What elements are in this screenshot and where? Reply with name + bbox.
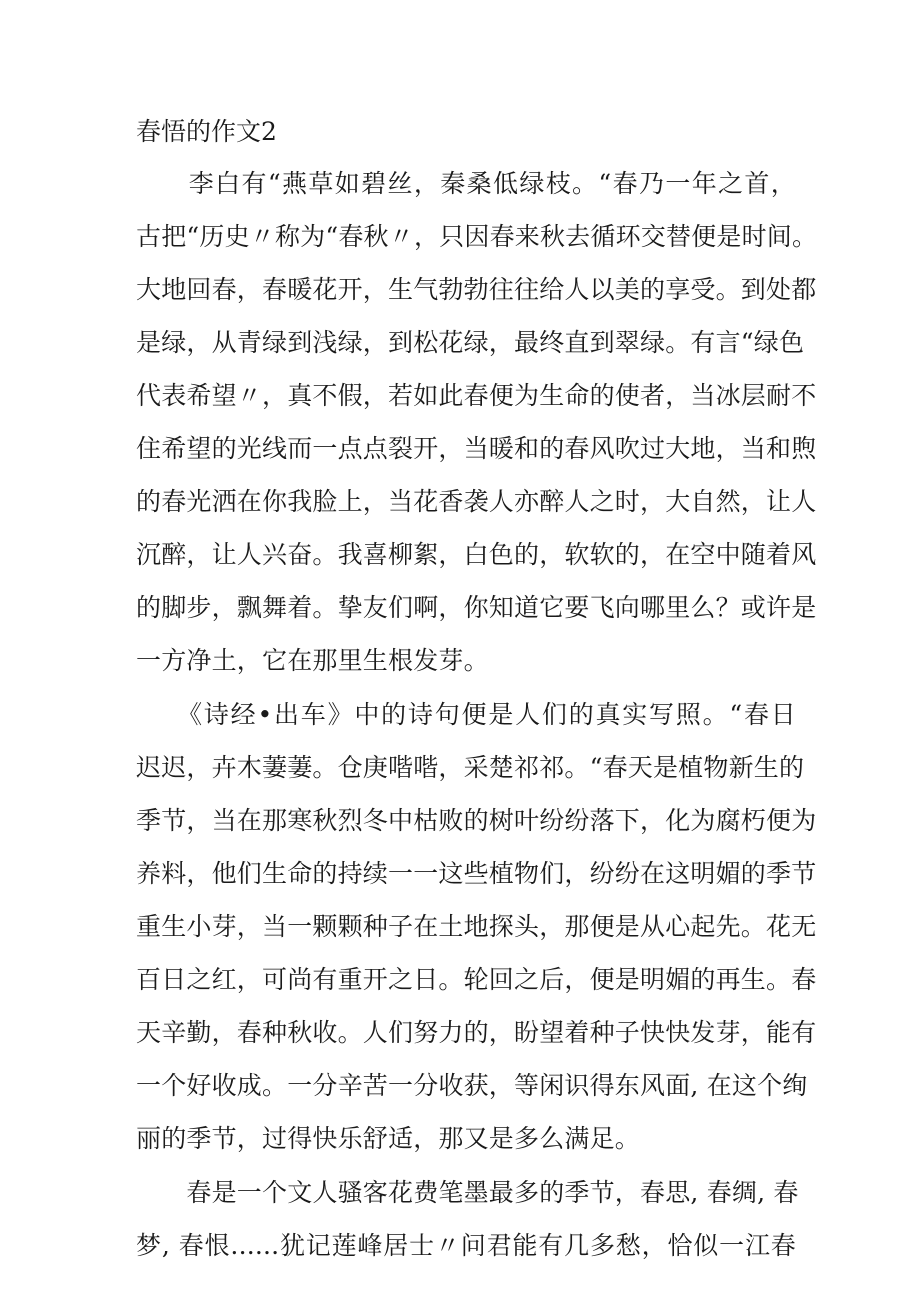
paragraph-1-line-5: 代表希望〃，真不假，若如此春便为生命的使者，当冰层耐不: [136, 381, 817, 410]
paragraph-2-line-6: 百日之红，可尚有重开之日。轮回之后，便是明媚的再生。春: [136, 965, 817, 994]
paragraph-2-line-3: 季节，当在那寒秋烈冬中枯败的树叶纷纷落下，化为腐朽便为: [136, 806, 817, 835]
paragraph-2-line-7: 天辛勤，春种秋收。人们努力的，盼望着种子快快发芽，能有: [136, 1018, 817, 1047]
paragraph-1-line-3: 大地回春，春暖花开，生气勃勃往往给人以美的享受。到处都: [136, 275, 817, 304]
paragraph-1-line-7: 的春光洒在你我脸上，当花香袭人亦醉人之时，大自然，让人: [136, 487, 817, 516]
paragraph-2-line-5: 重生小芽，当一颗颗种子在土地探头，那便是从心起先。花无: [136, 912, 817, 941]
paragraph-2-line-4: 养料，他们生命的持续一一这些植物们，纷纷在这明媚的季节: [136, 859, 817, 888]
paragraph-1-line-4: 是绿，从青绿到浅绿，到松花绿，最终直到翠绿。有言“绿色: [136, 328, 805, 357]
paragraph-3-line-2: 梦, 春恨......犹记莲峰居士〃问君能有几多愁，恰似一江春: [136, 1231, 796, 1260]
paragraph-1-line-8: 沉醉，让人兴奋。我喜柳絮，白色的，软软的，在空中随着风: [136, 540, 817, 569]
paragraph-2-line-8: 一个好收成。一分辛苦一分收获，等闲识得东风面, 在这个绚: [136, 1071, 808, 1100]
paragraph-2-line-9: 丽的季节，过得快乐舒适，那又是多么满足。: [136, 1124, 641, 1153]
paragraph-1-line-9: 的脚步，飘舞着。挚友们啊，你知道它要飞向哪里么？或许是: [136, 593, 817, 622]
paragraph-1-line-10: 一方净土，它在那里生根发芽。: [136, 646, 489, 675]
document-title: 春悟的作文2: [136, 117, 277, 146]
paragraph-1-line-1: 李白有“燕草如碧丝，秦桑低绿枝。“春乃一年之首，: [136, 169, 796, 198]
paragraph-3-line-1: 春是一个文人骚客花费笔墨最多的季节，春思, 春绸, 春: [136, 1178, 799, 1207]
paragraph-2-line-1: 《诗经•出车》中的诗句便是人们的真实写照。“春日: [136, 700, 796, 729]
paragraph-1-line-2: 古把“历史〃称为“春秋〃，只因春来秋去循环交替便是时间。: [136, 222, 818, 251]
paragraph-1-line-6: 住希望的光线而一点点裂开，当暖和的春风吹过大地，当和煦: [136, 434, 817, 463]
paragraph-2-line-2: 迟迟，卉木萋萋。仓庚喈喈，采楚祁祁。“春天是植物新生的: [136, 753, 805, 782]
